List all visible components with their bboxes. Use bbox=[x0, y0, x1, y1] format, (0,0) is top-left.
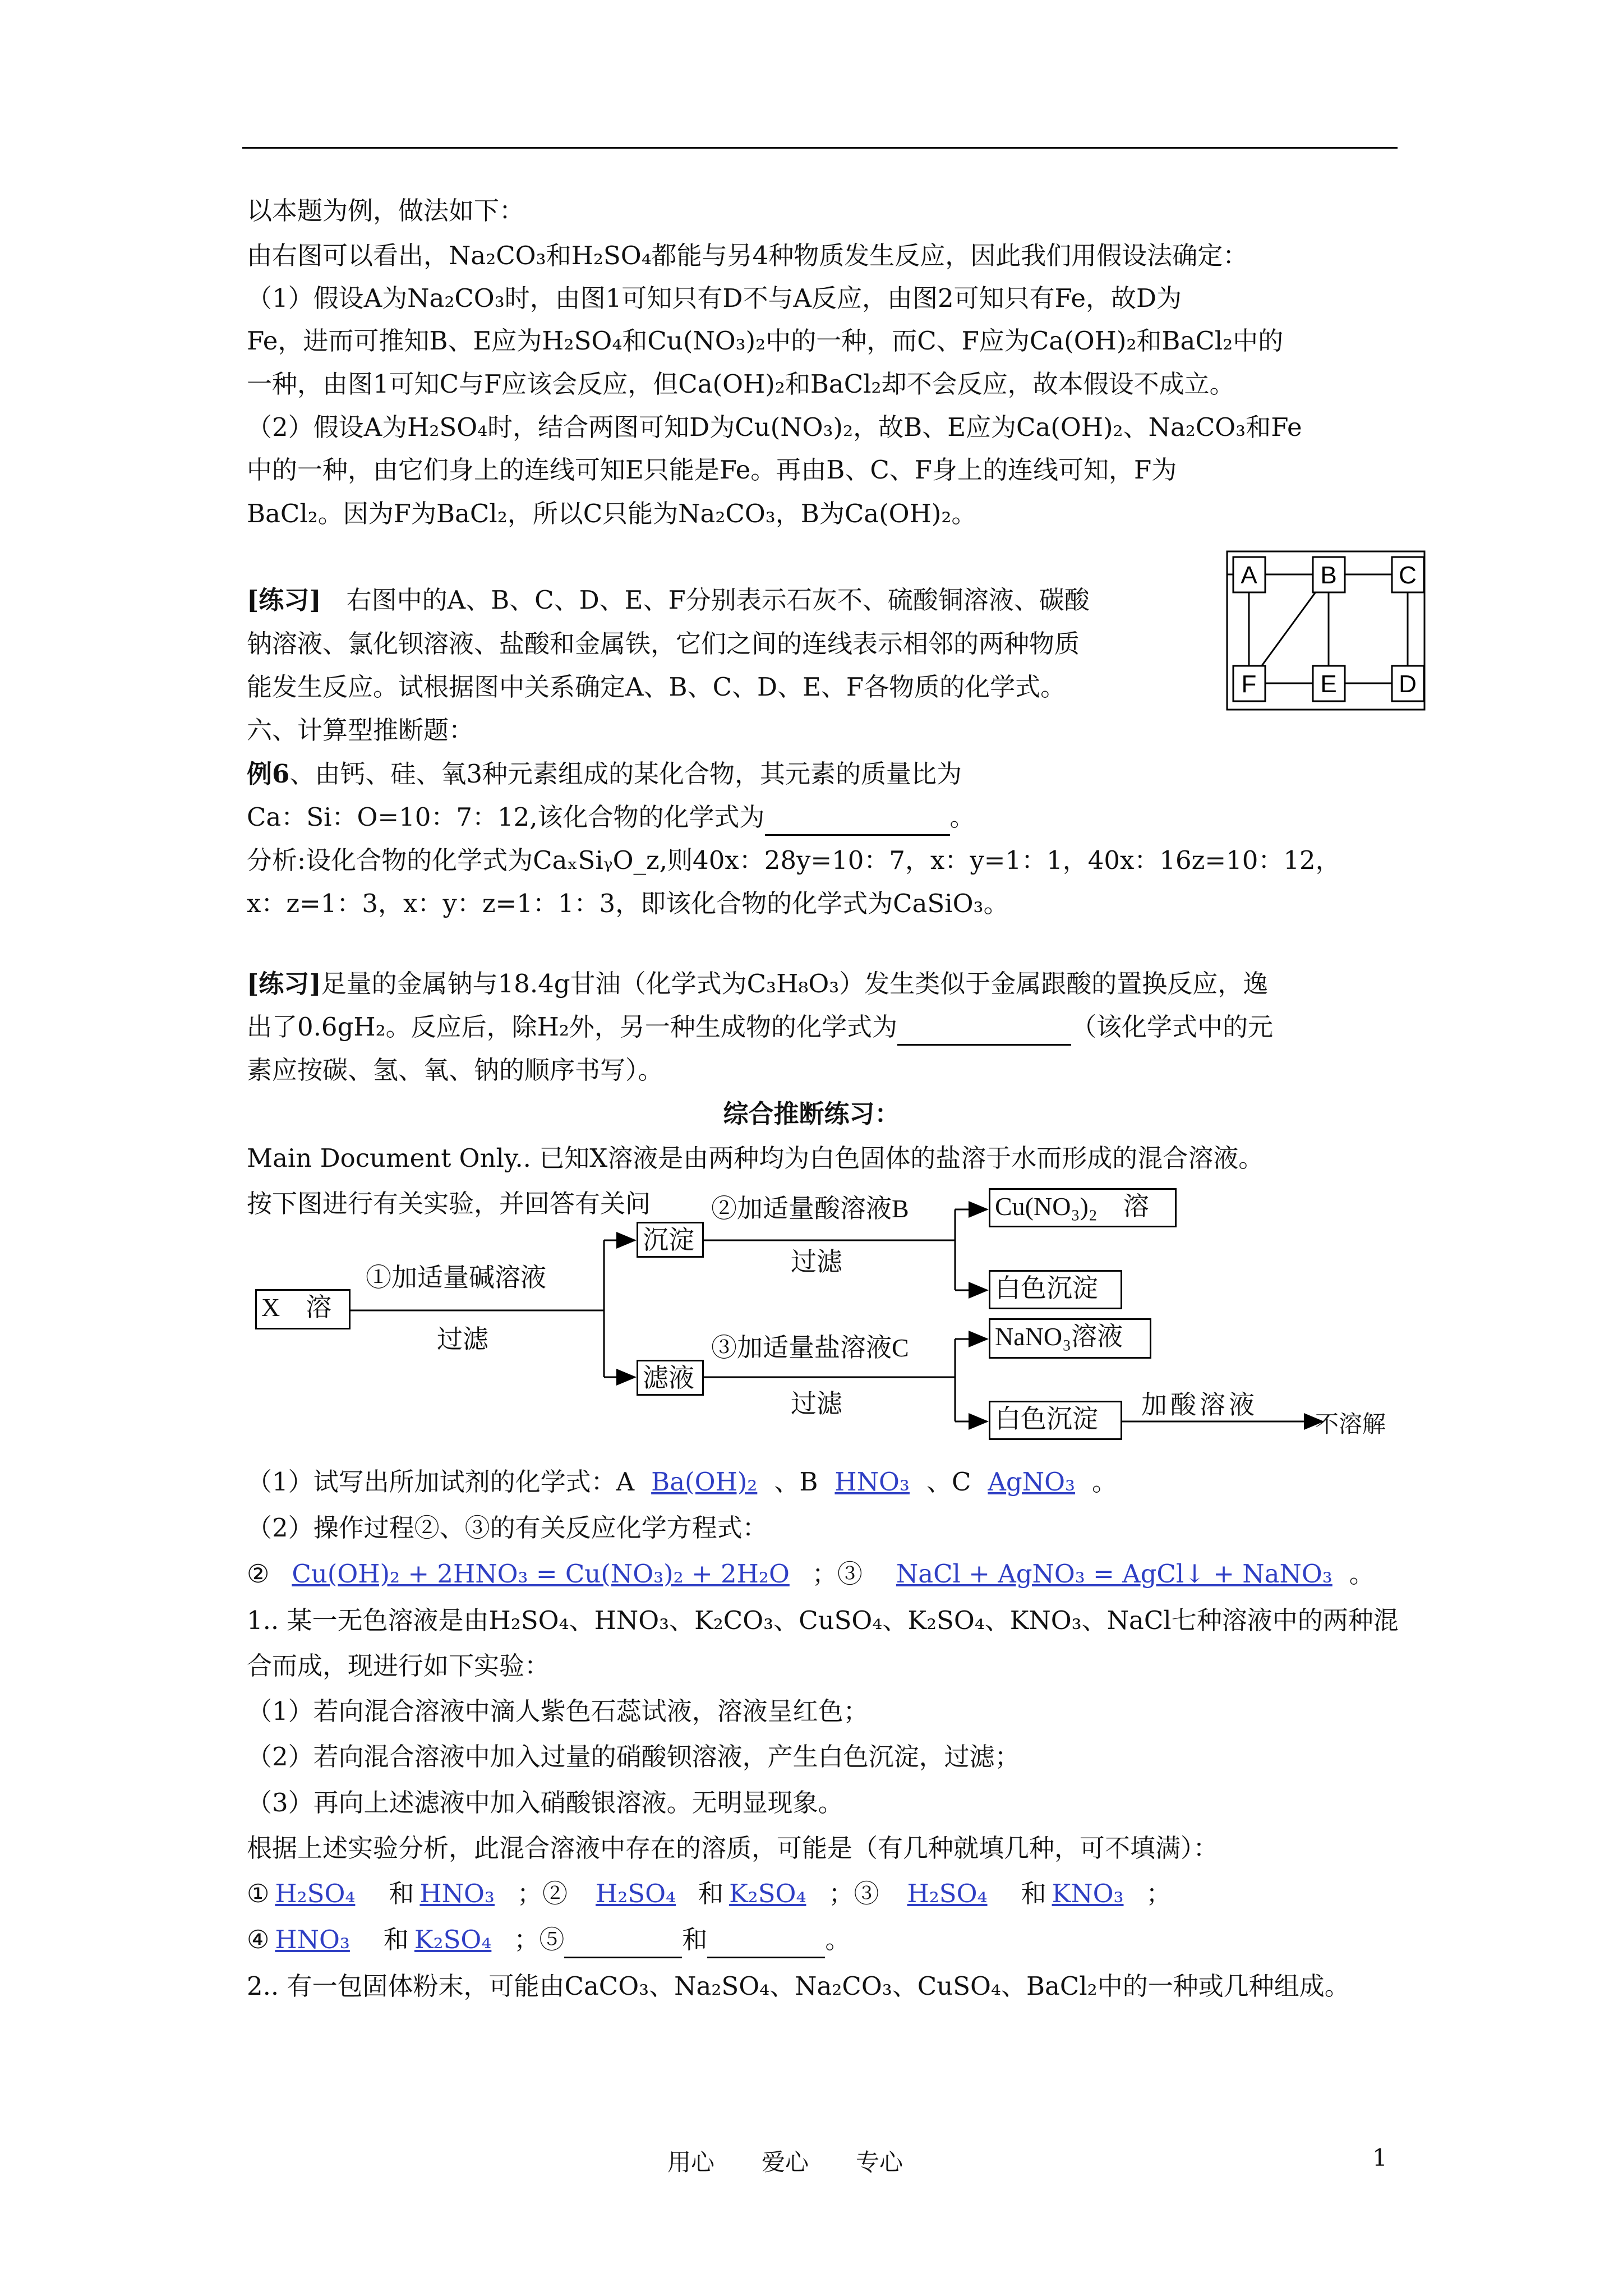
text-line: Main Document Only.. 已知X溶液是由两种均为白色固体的盐溶于水而形成的混合溶液。 bbox=[247, 1143, 1264, 1173]
equation-answer: NaCl + AgNO₃ = AgCl↓ + NaNO₃ bbox=[896, 1559, 1332, 1589]
precipitate-box: 沉淀 bbox=[637, 1222, 704, 1258]
fill-answer: HNO₃ bbox=[275, 1925, 350, 1954]
x-solution-box: X 溶 bbox=[255, 1289, 351, 1329]
fill-line: ④ HNO₃ 和 K₂SO₄ ；⑤ 和 。 bbox=[247, 1923, 850, 1958]
answer-b: HNO₃ bbox=[834, 1467, 910, 1497]
graph-node-label: A bbox=[1241, 562, 1257, 589]
graph-node-label: B bbox=[1320, 562, 1337, 589]
text-line: BaCl₂。因为F为BaCl₂，所以C只能为Na₂CO₃，B为Ca(OH)₂。 bbox=[247, 499, 977, 528]
text-line: Fe，进而可推知B、E应为H₂SO₄和Cu(NO₃)₂中的一种，而C、F应为Ca(OH)₂和BaCl₂中的 bbox=[247, 326, 1284, 356]
text-line: （1）若向混合溶液中滴人紫色石蕊试液，溶液呈红色； bbox=[247, 1696, 869, 1726]
text-line: x：z=1：3，x：y：z=1：1：3，即该化合物的化学式为CaSiO₃。 bbox=[247, 889, 1009, 918]
answer-blank[interactable] bbox=[707, 1923, 825, 1958]
graph-node-label: F bbox=[1241, 670, 1257, 698]
text-line: 以本题为例，做法如下： bbox=[247, 196, 525, 226]
exercise-line: 出了0.6gH₂。反应后，除H₂外，另一种生成物的化学式为 （该化学式中的元 bbox=[247, 1010, 1273, 1046]
fill-answer: HNO₃ bbox=[419, 1879, 495, 1908]
fill-answer: H₂SO₄ bbox=[275, 1879, 356, 1908]
text-line: （2）假设A为H₂SO₄时，结合两图可知D为Cu(NO₃)₂，故B、E应为Ca(OH)₂、Na₂CO₃和Fe bbox=[247, 412, 1302, 442]
text-line: 一种，由图1可知C与F应该会反应，但Ca(OH)₂和BaCl₂却不会反应，故本假设不成立。 bbox=[247, 369, 1235, 399]
equation-answer: Cu(OH)₂ + 2HNO₃ = Cu(NO₃)₂ + 2H₂O bbox=[292, 1559, 790, 1589]
fill-answer: K₂SO₄ bbox=[414, 1925, 492, 1954]
example-tag: 例6 bbox=[247, 759, 290, 789]
white-precipitate-box: 白色沉淀 bbox=[989, 1401, 1122, 1440]
example-line: Ca：Si：O=10：7：12,该化合物的化学式为 。 bbox=[247, 800, 975, 836]
text-line: （3）再向上述滤液中加入硝酸银溶液。无明显现象。 bbox=[247, 1788, 843, 1818]
exercise-tag: [练习] bbox=[247, 585, 321, 615]
fill-answer: KNO₃ bbox=[1052, 1879, 1124, 1908]
text-line: 按下图进行有关实验，并回答有关问 bbox=[247, 1189, 651, 1218]
step1-label: ①加适量碱溶液 bbox=[366, 1263, 546, 1292]
filter-label: 过滤 bbox=[791, 1248, 842, 1276]
exercise-line: [练习]足量的金属钠与18.4g甘油（化学式为C₃H₈O₃）发生类似于金属跟酸的置换反应，逸 bbox=[247, 969, 1269, 999]
filter-label: 过滤 bbox=[437, 1325, 488, 1354]
fill-answer: H₂SO₄ bbox=[596, 1879, 676, 1908]
text-line: 2.. 有一包固体粉末，可能由CaCO₃、Na₂SO₄、Na₂CO₃、CuSO₄、BaCl₂中的一种或几种组成。 bbox=[247, 1971, 1350, 2001]
text-line: 合而成，现进行如下实验： bbox=[247, 1651, 550, 1681]
text-line: （1）假设A为Na₂CO₃时，由图1可知只有D不与A反应，由图2可知只有Fe，故D为 bbox=[247, 283, 1182, 313]
graph-node-label: E bbox=[1320, 670, 1337, 698]
filtrate-box: 滤液 bbox=[637, 1360, 704, 1396]
text-line: 能发生反应。试根据图中关系确定A、B、C、D、E、F各物质的化学式。 bbox=[247, 672, 1066, 702]
text-line: 根据上述实验分析，此混合溶液中存在的溶质，可能是（有几种就填几种，可不填满）： bbox=[247, 1833, 1219, 1863]
fill-answer: K₂SO₄ bbox=[729, 1879, 806, 1908]
text-line: 素应按碳、氢、氧、钠的顺序书写）。 bbox=[247, 1055, 663, 1085]
fill-line: ① H₂SO₄ 和 HNO₃ ；② H₂SO₄ 和 K₂SO₄ ；③ H₂SO₄ 和 KNO₃ ； bbox=[247, 1879, 1172, 1908]
text-line: 钠溶液、氯化钡溶液、盐酸和金属铁，它们之间的连线表示相邻的两种物质 bbox=[247, 629, 1080, 659]
sodium-nitrate-box: NaNO₃溶液 bbox=[989, 1318, 1151, 1359]
page-heading: 综合推断练习： bbox=[723, 1099, 900, 1129]
answer-blank[interactable] bbox=[564, 1923, 682, 1958]
exercise-line: [练习] 右图中的A、B、C、D、E、F分别表示石灰不、硫酸铜溶液、碳酸 bbox=[247, 585, 1090, 615]
exercise-tag: [练习] bbox=[247, 969, 321, 999]
example-line: 例6、由钙、硅、氧3种元素组成的某化合物，其元素的质量比为 bbox=[247, 759, 962, 789]
question-line: （1）试写出所加试剂的化学式：A Ba(OH)₂ 、B HNO₃ 、C AgNO₃ 。 bbox=[247, 1467, 1118, 1497]
text-line: 1.. 某一无色溶液是由H₂SO₄、HNO₃、K₂CO₃、CuSO₄、K₂SO₄、KNO₃、NaCl七种溶液中的两种混 bbox=[247, 1605, 1399, 1635]
insoluble-label: 不溶解 bbox=[1315, 1412, 1386, 1438]
text-line: 中的一种，由它们身上的连线可知E只能是Fe。再由B、C、F身上的连线可知，F为 bbox=[247, 455, 1177, 485]
page-number: 1 bbox=[1372, 2144, 1387, 2171]
step2-label: ②加适量酸溶液B bbox=[711, 1194, 909, 1223]
acid-label: 加酸溶液 bbox=[1141, 1391, 1258, 1419]
graph-node-label: C bbox=[1399, 562, 1417, 589]
section-title: 六、计算型推断题： bbox=[247, 715, 474, 745]
answer-a: Ba(OH)₂ bbox=[651, 1467, 758, 1497]
footer-text: 用心 爱心 专心 bbox=[667, 2148, 903, 2176]
copper-nitrate-box: Cu(NO₃)₂ 溶 bbox=[989, 1188, 1177, 1227]
white-precipitate-box: 白色沉淀 bbox=[989, 1270, 1122, 1309]
step3-label: ③加适量盐溶液C bbox=[711, 1333, 909, 1362]
question-line: （2）操作过程②、③的有关反应化学方程式： bbox=[247, 1513, 768, 1543]
equation-line: ② Cu(OH)₂ + 2HNO₃ = Cu(NO₃)₂ + 2H₂O ；③ NaCl + AgNO₃ = AgCl↓ + NaNO₃ 。 bbox=[247, 1559, 1375, 1589]
answer-c: AgNO₃ bbox=[988, 1467, 1076, 1497]
fill-answer: H₂SO₄ bbox=[907, 1879, 988, 1908]
text-line: 分析:设化合物的化学式为CaₓSiᵧO_z,则40x：28y=10：7，x：y=1：1，40x：16z=10：12， bbox=[247, 845, 1341, 875]
text-line: （2）若向混合溶液中加入过量的硝酸钡溶液，产生白色沉淀，过滤； bbox=[247, 1742, 1020, 1772]
graph-node-label: D bbox=[1399, 670, 1417, 698]
filter-label: 过滤 bbox=[791, 1389, 842, 1418]
text-line: 由右图可以看出，Na₂CO₃和H₂SO₄都能与另4种物质发生反应，因此我们用假设法确定： bbox=[247, 241, 1248, 270]
